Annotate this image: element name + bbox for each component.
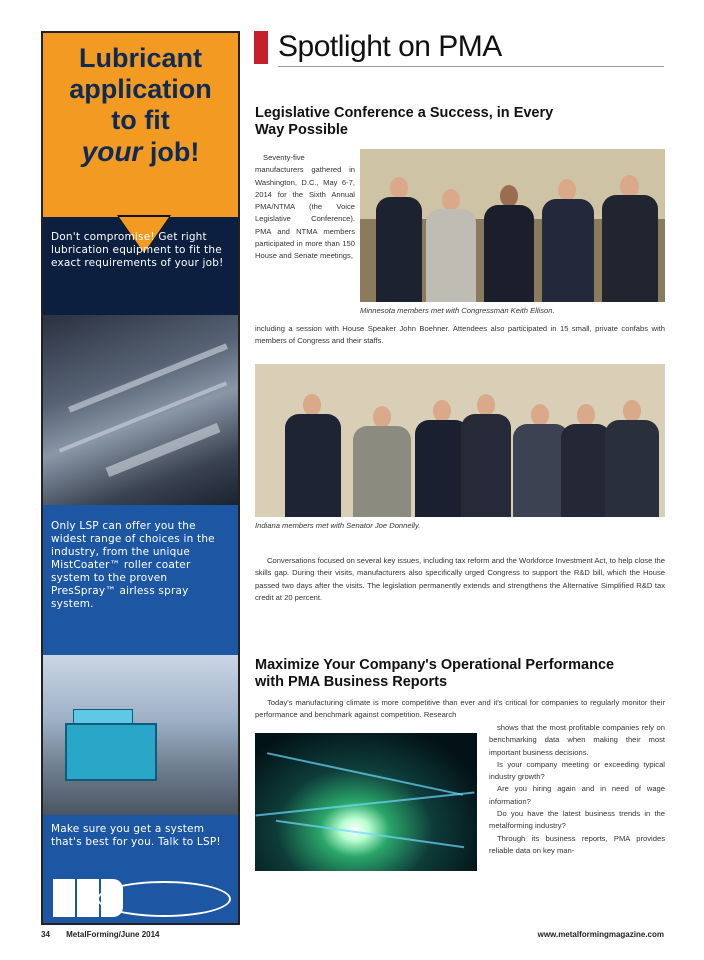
lsp-logo [51,879,227,919]
maximize-intro-text: Today's manufacturing climate is more competitive than ever and it's critical for companies to regularly monitor their performance and benchmark against competition. Research [255,698,665,720]
section-title: Spotlight on PMA [278,30,502,63]
ad-headline-panel [43,33,238,217]
legislative-intro-text: Seventy-five manufacturers gathered in Washington, D.C., May 6-7, 2014 for the Sixth Annual PMA/NTMA (the Voice Legislative Conference). PMA and NTMA members participated in more than 150 House and Senate meetings, [255,153,355,261]
legislative-continued-text: including a session with House Speaker John Boehner. Attendees also participated in 15 small, private confabs with members of Congress and their staffs. [255,324,665,346]
indiana-members-photo [255,364,665,517]
section-rule [278,66,664,67]
photo-caption-minnesota: Minnesota members met with Congressman Keith Ellison. [360,306,555,315]
light-streak-photo [255,733,477,871]
ad-headline-line-1: Lubricant [78,43,202,73]
maximize-paragraph: Are you hiring again and in need of wage information? [489,784,665,806]
maximize-paragraph: shows that the most profitable companies rely on benchmarking data when making their most important business decisions. [489,723,665,757]
lsp-advertisement [41,31,240,925]
photo-caption-indiana: Indiana members met with Senator Joe Donnelly. [255,521,421,530]
ad-headline [43,43,238,168]
ad-headline-line-2: application [69,74,212,104]
ad-text-compromise: Don't compromise! Get right lubrication equipment to fit the exact requirements of your job! [51,231,224,269]
ad-headline-line-3: to fit [111,105,170,135]
ad-headline-job: job! [149,137,200,167]
minnesota-members-photo [360,149,665,302]
ad-text-talk-to-lsp: Make sure you get a system that's best for you. Talk to LSP! [51,823,221,848]
maximize-paragraph: Do you have the latest business trends in the metalforming industry? [489,809,665,831]
ad-sprayer-unit [65,723,157,781]
legislative-headline: Legislative Conference a Success, in Every Way Possible [255,105,554,138]
page-footer-left [41,930,160,939]
maximize-column-text [489,722,665,857]
ad-headline-your: your [81,136,143,167]
section-accent-bar [254,31,268,64]
maximize-headline: Maximize Your Company's Operational Performance with PMA Business Reports [255,657,615,690]
magazine-website[interactable]: www.metalformingmagazine.com [537,930,664,939]
ad-text-choices: Only LSP can offer you the widest range of choices in the industry, from the unique MistCoater™ roller coater system to the proven PresSpray™ airless spray system. [51,520,215,610]
magazine-issue: MetalForming/June 2014 [66,930,160,939]
page-number: 34 [41,930,50,939]
maximize-paragraph: Is your company meeting or exceeding typical industry growth? [489,759,665,782]
ad-machine-photo [43,315,238,505]
legislative-issues-text: Conversations focused on several key issues, including tax reform and the Workforce Investment Act, to help close the skills gap. During their visits, manufacturers also specifically urged Congress to support the R&D bill, which the House passed two days after the visits. The legislation permanently extends and strengthens the Alternative Simplified R&D tax credit at 20 percent. [255,556,665,602]
maximize-paragraph: Through its business reports, PMA provides reliable data on key man- [489,833,665,855]
